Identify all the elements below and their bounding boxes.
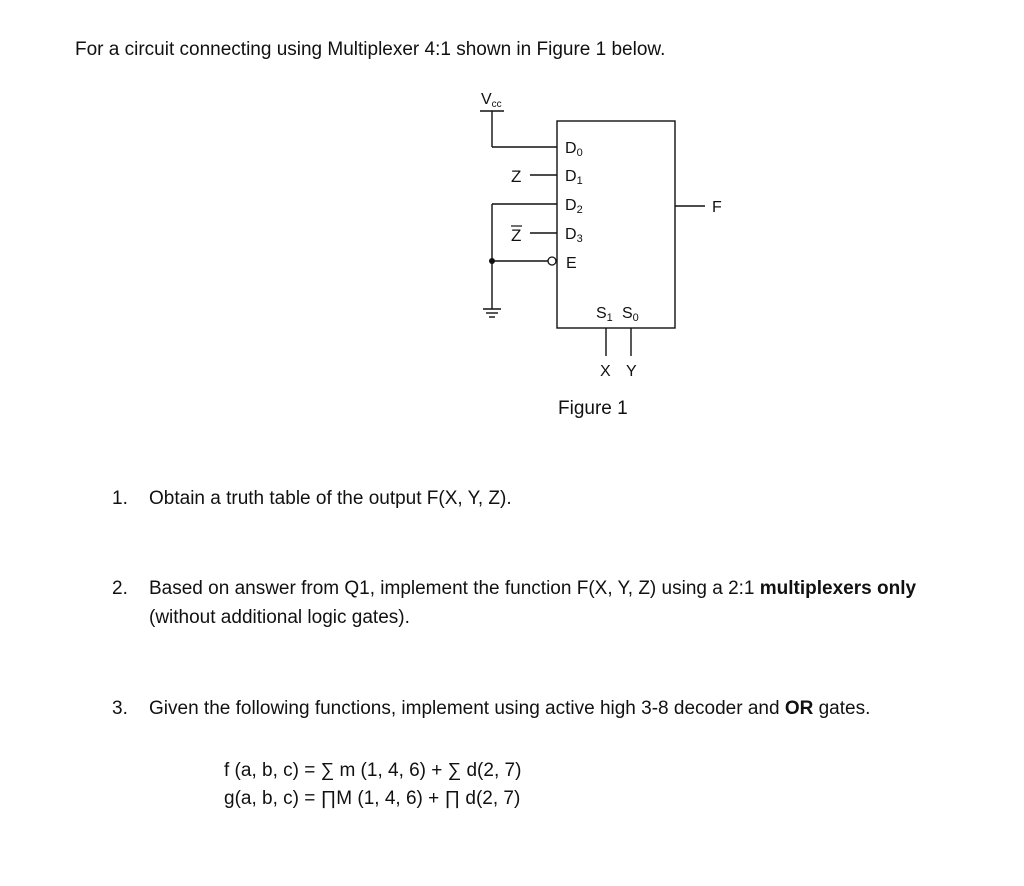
output-f-label: F (712, 199, 722, 216)
question-1-number: 1. (112, 488, 128, 509)
formula-g: g(a, b, c) = ∏M (1, 4, 6) + ∏ d(2, 7) (224, 788, 521, 809)
pin-d1: D1 (565, 168, 583, 187)
pin-d2: D2 (565, 197, 583, 216)
vcc-label: Vcc (481, 91, 502, 110)
input-zbar-label: Z (511, 226, 522, 245)
pin-d0: D0 (565, 140, 583, 159)
intro-text: For a circuit connecting using Multiplexer 4:1 shown in Figure 1 below. (75, 39, 666, 60)
question-2-number: 2. (112, 578, 128, 599)
question-3-text-a: Given the following functions, implement using active high 3-8 decoder and (149, 698, 785, 719)
question-2-emphasis: multiplexers only (759, 578, 917, 599)
question-3-text (149, 697, 870, 721)
pin-e: E (566, 255, 577, 272)
question-3-number: 3. (112, 698, 128, 719)
input-x-label: X (600, 363, 611, 380)
pin-d3: D3 (565, 226, 583, 245)
question-3-emphasis: OR (784, 698, 814, 719)
pin-s0: S0 (622, 305, 639, 324)
question-3-text-b: gates. (813, 698, 871, 719)
pin-s1: S1 (596, 305, 613, 324)
mux-circuit-figure (0, 0, 1024, 420)
input-y-label: Y (626, 363, 637, 380)
enable-inversion-bubble (548, 257, 556, 265)
question-2-line-1 (149, 577, 916, 601)
figure-caption: Figure 1 (558, 398, 628, 419)
question-1-text: Obtain a truth table of the output F(X, Y, Z). (149, 488, 512, 509)
formula-f: f (a, b, c) = ∑ m (1, 4, 6) + ∑ d(2, 7) (224, 760, 522, 781)
question-2-text: Based on answer from Q1, implement the function F(X, Y, Z) using a 2:1 (149, 578, 760, 599)
question-2-line-2: (without additional logic gates). (149, 607, 410, 628)
input-z-label: Z (511, 167, 522, 186)
junction-dot (489, 258, 495, 264)
